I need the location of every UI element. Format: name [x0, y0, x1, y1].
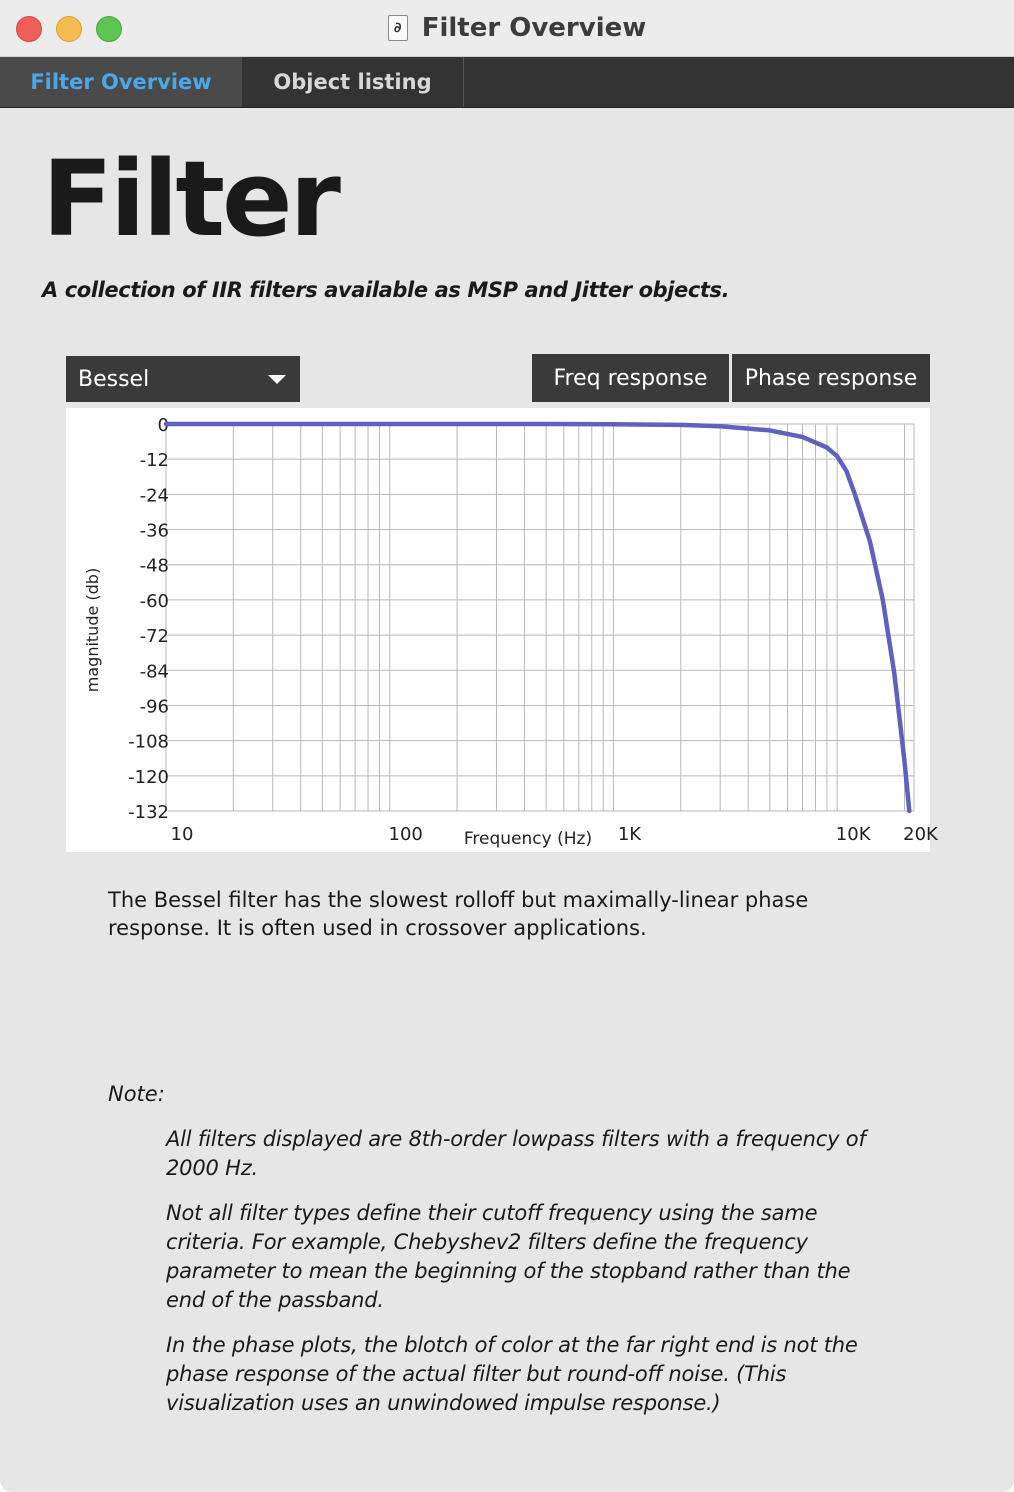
- tab-object-listing[interactable]: Object listing: [242, 57, 464, 107]
- note-item: In the phase plots, the blotch of color at the far right end is not the phase response of the actual filter but round-off noise. (This visualization uses an unwindowed impulse response.): [166, 1333, 858, 1415]
- freq-response-button[interactable]: Freq response: [532, 354, 729, 402]
- x-axis-label: Frequency (Hz): [463, 829, 593, 849]
- frequency-response-chart: [66, 408, 938, 852]
- x-tick-label: 10: [170, 824, 194, 845]
- tab-filter-overview[interactable]: Filter Overview: [0, 57, 242, 107]
- tab-bar: [0, 57, 1014, 108]
- y-tick-label: -72: [139, 626, 169, 648]
- response-curve: [166, 424, 909, 811]
- chevron-down-icon: [268, 375, 286, 384]
- note-item: All filters displayed are 8th-order lowpass filters with a frequency of 2000 Hz.: [166, 1127, 866, 1180]
- note-label: Note:: [108, 1082, 165, 1106]
- window-title-group: [0, 0, 1014, 56]
- note-item: Not all filter types define their cutoff frequency using the same criteria. For example, Chebyshev2 filters define the frequency parameter to mean the beginning of the stopband rather than the end of the passband.: [166, 1201, 851, 1312]
- page-title: Filter: [42, 138, 338, 260]
- x-tick-label: 100: [388, 824, 423, 845]
- filter-description: The Bessel filter has the slowest rolloff but maximally-linear phase response. It is often used in crossover applications.: [108, 888, 809, 940]
- y-tick-label: 0: [157, 415, 169, 436]
- x-tick-label: 1K: [617, 824, 642, 845]
- x-tick-label: 10K: [835, 824, 871, 845]
- phase-response-button[interactable]: Phase response: [732, 354, 930, 402]
- y-tick-label: -48: [139, 555, 169, 577]
- y-axis-label: magnitude (db): [83, 567, 102, 693]
- y-tick-label: -132: [128, 802, 169, 823]
- y-tick-label: -24: [139, 485, 169, 507]
- x-tick-label: 20K: [903, 824, 938, 845]
- title-bar: [0, 0, 1014, 57]
- y-tick-label: -60: [139, 590, 169, 612]
- chart-svg: [66, 408, 938, 852]
- y-tick-label: -84: [139, 661, 169, 683]
- document-icon: ∂: [388, 15, 408, 41]
- filter-type-dropdown[interactable]: [66, 356, 300, 402]
- page-subtitle: A collection of IIR filters available as MSP and Jitter objects.: [42, 278, 730, 302]
- window-title: Filter Overview: [421, 13, 647, 43]
- y-tick-label: -108: [128, 731, 169, 753]
- y-tick-label: -12: [139, 450, 169, 472]
- filter-type-value: Bessel: [78, 366, 150, 392]
- y-tick-label: -120: [128, 766, 169, 788]
- y-tick-label: -36: [139, 520, 169, 542]
- y-tick-label: -96: [139, 696, 169, 718]
